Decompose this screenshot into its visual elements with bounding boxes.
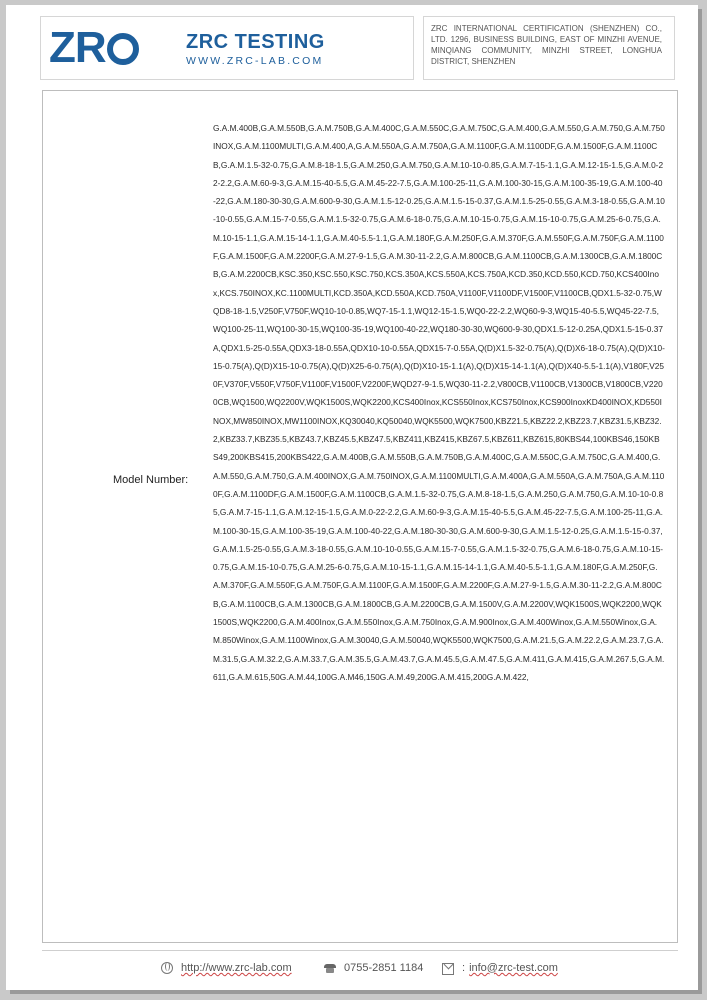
- logo-letter-r: R: [74, 23, 106, 72]
- logo-ring-icon: [107, 33, 139, 65]
- logo-title: ZRC TESTING: [186, 31, 325, 53]
- footer-email[interactable]: [442, 961, 558, 975]
- logo-text: [186, 31, 325, 68]
- logo-url: WWW.ZRC-LAB.COM: [186, 55, 324, 67]
- document-page: [6, 5, 698, 990]
- footer-phone: [324, 961, 423, 975]
- footer-divider: [42, 950, 678, 951]
- logo-box: [40, 16, 414, 80]
- mail-icon: [442, 963, 454, 975]
- company-address: ZRC INTERNATIONAL CERTIFICATION (SHENZHEN) CO., LTD. 1296, BUSINESS BUILDING, EAST OF MINZHI AVENUE, MINQIANG COMMUNITY, MINZHI STREET, LONGHUA DISTRICT, SHENZHEN: [431, 24, 662, 66]
- zrc-logo-mark: [49, 25, 140, 71]
- phone-number: 0755-2851 1184: [344, 962, 424, 974]
- website-link[interactable]: http://www.zrc-lab.com: [181, 962, 292, 974]
- footer-website[interactable]: [161, 961, 292, 975]
- globe-icon: [161, 962, 173, 974]
- email-link[interactable]: info@zrc-test.com: [469, 962, 558, 974]
- model-number-value: G.A.M.400B,G.A.M.550B,G.A.M.750B,G.A.M.400C,G.A.M.550C,G.A.M.750C,G.A.M.400,G.A.M.550,G.A.M.750,G.A.M.750INOX,G.A.M.1100MULTI,G.A.M.400,A,G.A.M.550A,G.A.M.750A,G.A.M.1100F,G.A.M.1100DF,G.A.M.1500F,G.A.M.1100CB,G.A.M.1.5-32-0.75,G.A.M.8-18-1.5,G.A.M.250,G.A.M.750,G.A.M.10-10-0.85,G.A.M.7-15-1.1,G.A.M.12-15-1.5,G.A.M.0-22-2.2,G.A.M.60-9-3,G.A.M.15-40-5.5,G.A.M.45-22-7.5,G.A.M.100-25-11,G.A.M.100-30-15,G.A.M.100-35-19,G.A.M.100-40-22,G.A.M.180-30-30,G.A.M.600-9-30,G.A.M.1.5-12-0.25,G.A.M.1.5-15-0.37,G.A.M.1.5-25-0.55,G.A.M.3-18-0.55,G.A.M.10-10-0.55,G.A.M.15-7-0.55,G.A.M.1.5-32-0.75,G.A.M.6-18-0.75,G.A.M.10-15-0.75,G.A.M.15-10-0.75,G.A.M.25-6-0.75,G.A.M.10-15-1.1,G.A.M.15-14-1.1,G.A.M.40-5.5-1.1,G.A.M.180F,G.A.M.250F,G.A.M.370F,G.A.M.550F,G.A.M.750F,G.A.M.1100F,G.A.M.1500F,G.A.M.2200F,G.A.M.27-9-1.5,G.A.M.30-11-2.2,G.A.M.800CB,G.A.M.1100CB,G.A.M.1300CB,G.A.M.1800CB,G.A.M.2200CB,KSC.350,KSC.550,KSC.750,KCS.350A,KCS.550A,KCS.750A,KCD.350,KCD.550,KCD.750,KCS400Inox,KCS.750INOX,KC.1100MULTI,KCD.350A,KCD.550A,KCD.750A,V1100F,V1100DF,V1500F,V1100CB,QDX1.5-32-0.75,WQD8-18-1.5,V250F,V750F,WQ10-10-0.85,WQ7-15-1.1,WQ12-15-1.5,WQ0-22-2.2,WQ60-9-3,WQ15-40-5.5,WQ45-22-7.5,WQ100-25-11,WQ100-30-15,WQ100-35-19,WQ100-40-22,WQ180-30-30,WQ600-9-30,QDX1.5-12-0.25A,QDX1.5-15-0.37A,QDX1.5-25-0.55A,QDX3-18-0.55A,QDX10-10-0.55A,QDX15-7-0.55A,Q(D)X1.5-32-0.75(A),Q(D)X6-18-0.75(A),Q(D)X10-15-0.75(A),Q(D)X15-10-0.75(A),Q(D)X25-6-0.75(A),Q(D)X10-15-1.1(A),Q(D)X15-14-1.1(A),Q(D)X40-5.5-1.1(A),V180F,V250F,V370F,V550F,V750F,V1100F,V1500F,V2200F,WQD27-9-1.5,WQ30-11-2.2,V800CB,V1100CB,V1300CB,V1800CB,V2200CB,WQ1500,WQ2200V,WQK1500S,WQK2200,KCS400Inox,KCS550Inox,KCS750Inox,KCS900InoxKD400INOX,KD550INOX,MW850INOX,MW1100INOX,KQ30040,KQ50040,WQK5500,WQK7500,KBZ21.5,KBZ22.2,KBZ23.7,KBZ31.5,KBZ32.2,KBZ33.7,KBZ35.5,KBZ43.7,KBZ45.5,KBZ47.5,KBZ411,KBZ415,KBZ67.5,KBZ611,KBZ615,80KBS44,100KBS46,150KBS49,200KBS415,200KBS422,G.A.M.400B,G.A.M.550B,G.A.M.750B,G.A.M.400C,G.A.M.550C,G.A.M.750C,G.A.M.400,G.A.M.550,G.A.M.750,G.A.M.400INOX,G.A.M.750INOX,G.A.M.1100MULTI,G.A.M.400A,G.A.M.550A,G.A.M.750A,G.A.M.1100F,G.A.M.1100DF,G.A.M.1500F,G.A.M.1100CB,G.A.M.1.5-32-0.75,G.A.M.8-18-1.5,G.A.M.250,G.A.M.750,G.A.M.10-10-0.85,G.A.M.7-15-1.1,G.A.M.12-15-1.5,G.A.M.0-22-2.2,G.A.M.60-9-3,G.A.M.15-40-5.5,G.A.M.45-22-7.5,G.A.M.100-25-11,G.A.M.100-30-15,G.A.M.100-35-19,G.A.M.100-40-22,G.A.M.180-30-30,G.A.M.600-9-30,G.A.M.1.5-12-0.25,G.A.M.1.5-15-0.37,G.A.M.1.5-25-0.55,G.A.M.3-18-0.55,G.A.M.10-10-0.55,G.A.M.15-7-0.55,G.A.M.1.5-32-0.75,G.A.M.6-18-0.75,G.A.M.10-15-0.75,G.A.M.15-10-0.75,G.A.M.25-6-0.75,G.A.M.10-15-1.1,G.A.M.15-14-1.1,G.A.M.40-5.5-1.1,G.A.M.180F,G.A.M.250F,G.A.M.370F,G.A.M.550F,G.A.M.750F,G.A.M.1100F,G.A.M.1500F,G.A.M.2200F,G.A.M.27-9-1.5,G.A.M.30-11-2.2,G.A.M.800CB,G.A.M.1100CB,G.A.M.1300CB,G.A.M.1800CB,G.A.M.2200CB,G.A.M.1500V,G.A.M.2200V,WQK1500S,WQK2200,WQK1500S,WQK2200,G.A.M.400Inox,G.A.M.550Inox,G.A.M.750Inox,G.A.M.900Inox,G.A.M.400Winox,G.A.M.550Winox,G.A.M.850Winox,G.A.M.1100Winox,G.A.M.30040,G.A.M.50040,WQK5500,WQK7500,G.A.M.21.5,G.A.M.22.2,G.A.M.23.7,G.A.M.31.5,G.A.M.32.2,G.A.M.33.7,G.A.M.35.5,G.A.M.43.7,G.A.M.45.5,G.A.M.47.5,G.A.M.411,G.A.M.415,G.A.M.267.5,G.A.M.611,G.A.M.615,50G.A.M.44,100G.A.M46,150G.A.M.49,200G.A.M.415,200G.A.M.422,: [213, 123, 665, 682]
- model-number-label: Model Number:: [113, 474, 189, 486]
- email-separator: :: [462, 962, 466, 974]
- logo-letter-z: Z: [49, 23, 75, 72]
- address-box: [423, 16, 675, 80]
- phone-icon: [324, 962, 336, 974]
